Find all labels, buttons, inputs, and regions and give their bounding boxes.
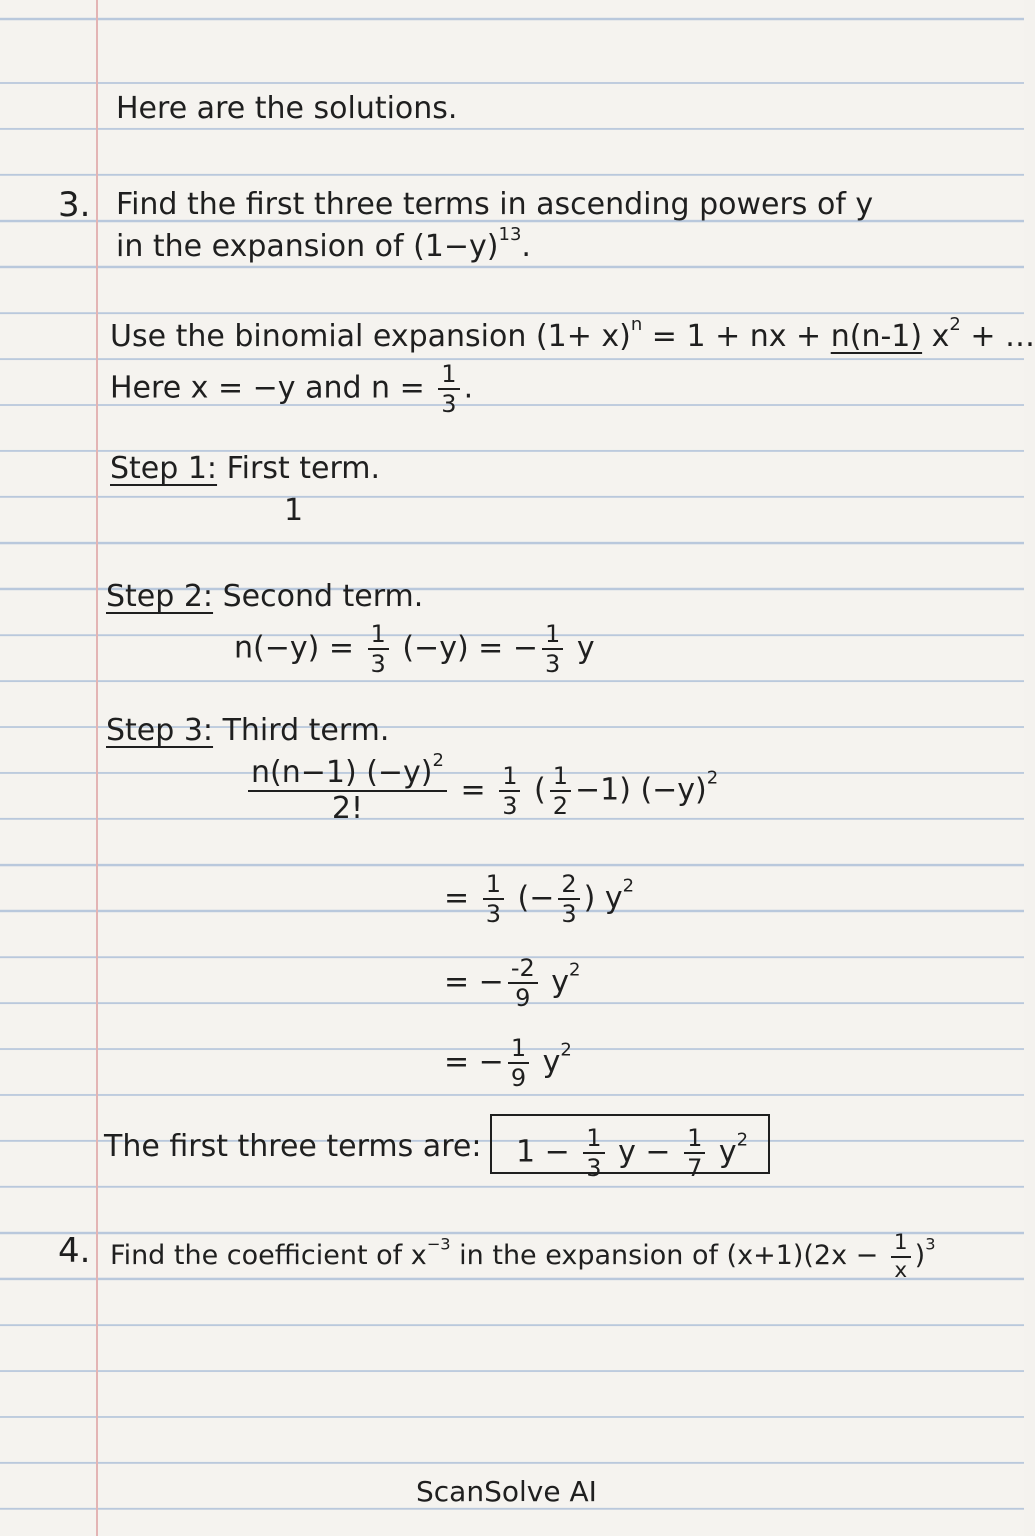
eq-part: 1 − <box>516 1134 580 1170</box>
intro-text: Here are the solutions. <box>116 91 458 126</box>
step-1-result: 1 <box>284 493 304 528</box>
fraction-numerator: -2 <box>508 956 538 984</box>
eq-part: y − <box>608 1134 681 1170</box>
question-3-line-2 <box>116 223 531 264</box>
q3-period: . <box>521 229 531 264</box>
fraction-numerator: 1 <box>368 622 389 650</box>
method-tail: + … <box>960 319 1035 354</box>
eq-part: = − <box>444 964 504 1000</box>
question-4-text <box>110 1232 936 1281</box>
eq-exponent: 2 <box>569 959 581 981</box>
eq-part: = − <box>444 1044 504 1080</box>
step-3-line-2 <box>444 872 634 926</box>
fraction-denominator: 3 <box>441 390 457 418</box>
method-line-2 <box>110 362 473 416</box>
fraction-numerator: 2 <box>558 872 579 900</box>
lhs-exponent: 2 <box>432 749 444 771</box>
eq-part: y <box>567 630 595 666</box>
step-3-title: Third term. <box>222 713 390 748</box>
method-period: . <box>463 370 474 406</box>
fraction <box>508 1036 529 1090</box>
fraction-numerator: 1 <box>438 362 459 390</box>
method-coefficient: n(n-1) <box>830 319 923 354</box>
fraction-n <box>438 362 459 416</box>
step-3-line-1 <box>244 749 719 826</box>
method-here: Here x = −y and n = <box>110 370 435 406</box>
fraction <box>550 764 571 818</box>
fraction-denominator: 3 <box>502 792 518 820</box>
method-x: x <box>922 319 950 354</box>
eq-exponent: 2 <box>622 875 635 897</box>
eq-exponent: 2 <box>560 1039 572 1061</box>
step-1-title: First term. <box>226 451 381 486</box>
fraction-denominator: 3 <box>545 650 561 678</box>
q3-exponent: 13 <box>498 223 522 245</box>
fraction <box>499 764 520 818</box>
eq-part: (−y) = − <box>392 630 538 666</box>
lhs-numerator <box>248 749 447 792</box>
fraction-denominator: 3 <box>370 650 386 678</box>
eq-exponent: 2 <box>706 767 719 789</box>
answer-label: The first three terms are: <box>104 1129 482 1164</box>
question-4-number: 4. <box>58 1231 91 1271</box>
step-3-line-3 <box>444 956 581 1010</box>
fraction-numerator: 1 <box>583 1126 604 1154</box>
method-exp-n: n <box>630 313 643 335</box>
lhs-numerator-text: n(n−1) (−y) <box>251 755 433 790</box>
eq-part: (− <box>507 880 555 916</box>
eq-part: ( <box>524 772 546 808</box>
step-1-heading <box>110 451 381 486</box>
lhs-denominator: 2! <box>331 791 364 826</box>
method-exp-2: 2 <box>949 313 961 335</box>
fraction-numerator: 1 <box>508 1036 529 1064</box>
q4-text: ) <box>914 1240 926 1272</box>
method-mid: = 1 + nx + <box>642 319 831 354</box>
method-text: Use the binomial expansion (1+ x) <box>110 319 631 354</box>
fraction-denominator: 3 <box>561 900 577 928</box>
step-1-label: Step 1: <box>110 451 218 486</box>
fraction-numerator: 1 <box>483 872 504 900</box>
fraction <box>558 872 579 926</box>
step-3-label: Step 3: <box>106 713 214 748</box>
answer-expression <box>516 1126 748 1180</box>
eq-part: −1) (−y) <box>575 772 707 808</box>
fraction <box>508 956 538 1010</box>
fraction <box>684 1126 705 1180</box>
footer-brand: ScanSolve AI <box>416 1475 597 1508</box>
q4-exponent: −3 <box>426 1234 451 1254</box>
question-3-line-1: Find the first three terms in ascending powers of y <box>116 187 874 222</box>
step-3-heading <box>106 713 390 748</box>
fraction-denominator: 3 <box>586 1154 602 1182</box>
fraction <box>891 1232 911 1281</box>
step-2-equation <box>234 622 595 676</box>
step-3-line-4 <box>444 1036 572 1090</box>
fraction <box>542 622 563 676</box>
fraction <box>483 872 504 926</box>
q4-exponent: 3 <box>925 1234 936 1254</box>
step-2-label: Step 2: <box>106 579 214 614</box>
eq-part: = <box>444 880 479 916</box>
margin-line <box>96 0 98 1536</box>
eq-part: ) y <box>583 880 623 916</box>
fraction-numerator: 1 <box>684 1126 705 1154</box>
eq-part: y <box>541 964 570 1000</box>
q4-text: in the expansion of (x+1)(2x − <box>450 1240 887 1272</box>
fraction-numerator: 1 <box>891 1232 911 1258</box>
fraction-numerator: 1 <box>499 764 520 792</box>
fraction <box>368 622 389 676</box>
step-2-heading <box>106 579 424 614</box>
fraction-denominator: 7 <box>687 1154 703 1182</box>
q3-expr: in the expansion of (1−y) <box>116 229 499 264</box>
lhs-fraction <box>248 749 447 826</box>
eq-part: y <box>533 1044 561 1080</box>
eq-part: n(−y) = <box>234 630 364 666</box>
step-2-title: Second term. <box>222 579 424 614</box>
fraction-denominator: 9 <box>515 984 531 1012</box>
eq-exponent: 2 <box>736 1129 749 1151</box>
method-line-1 <box>110 313 1035 354</box>
eq-part: = <box>460 772 496 808</box>
eq-part: y <box>709 1134 737 1170</box>
fraction-denominator: x <box>894 1257 908 1283</box>
q4-text: Find the coefficient of x <box>110 1240 427 1272</box>
fraction-denominator: 3 <box>485 900 501 928</box>
fraction-denominator: 2 <box>552 792 568 820</box>
question-3-number: 3. <box>58 185 91 225</box>
fraction-numerator: 1 <box>542 622 563 650</box>
fraction-numerator: 1 <box>550 764 571 792</box>
fraction <box>583 1126 604 1180</box>
fraction-denominator: 9 <box>510 1064 527 1092</box>
